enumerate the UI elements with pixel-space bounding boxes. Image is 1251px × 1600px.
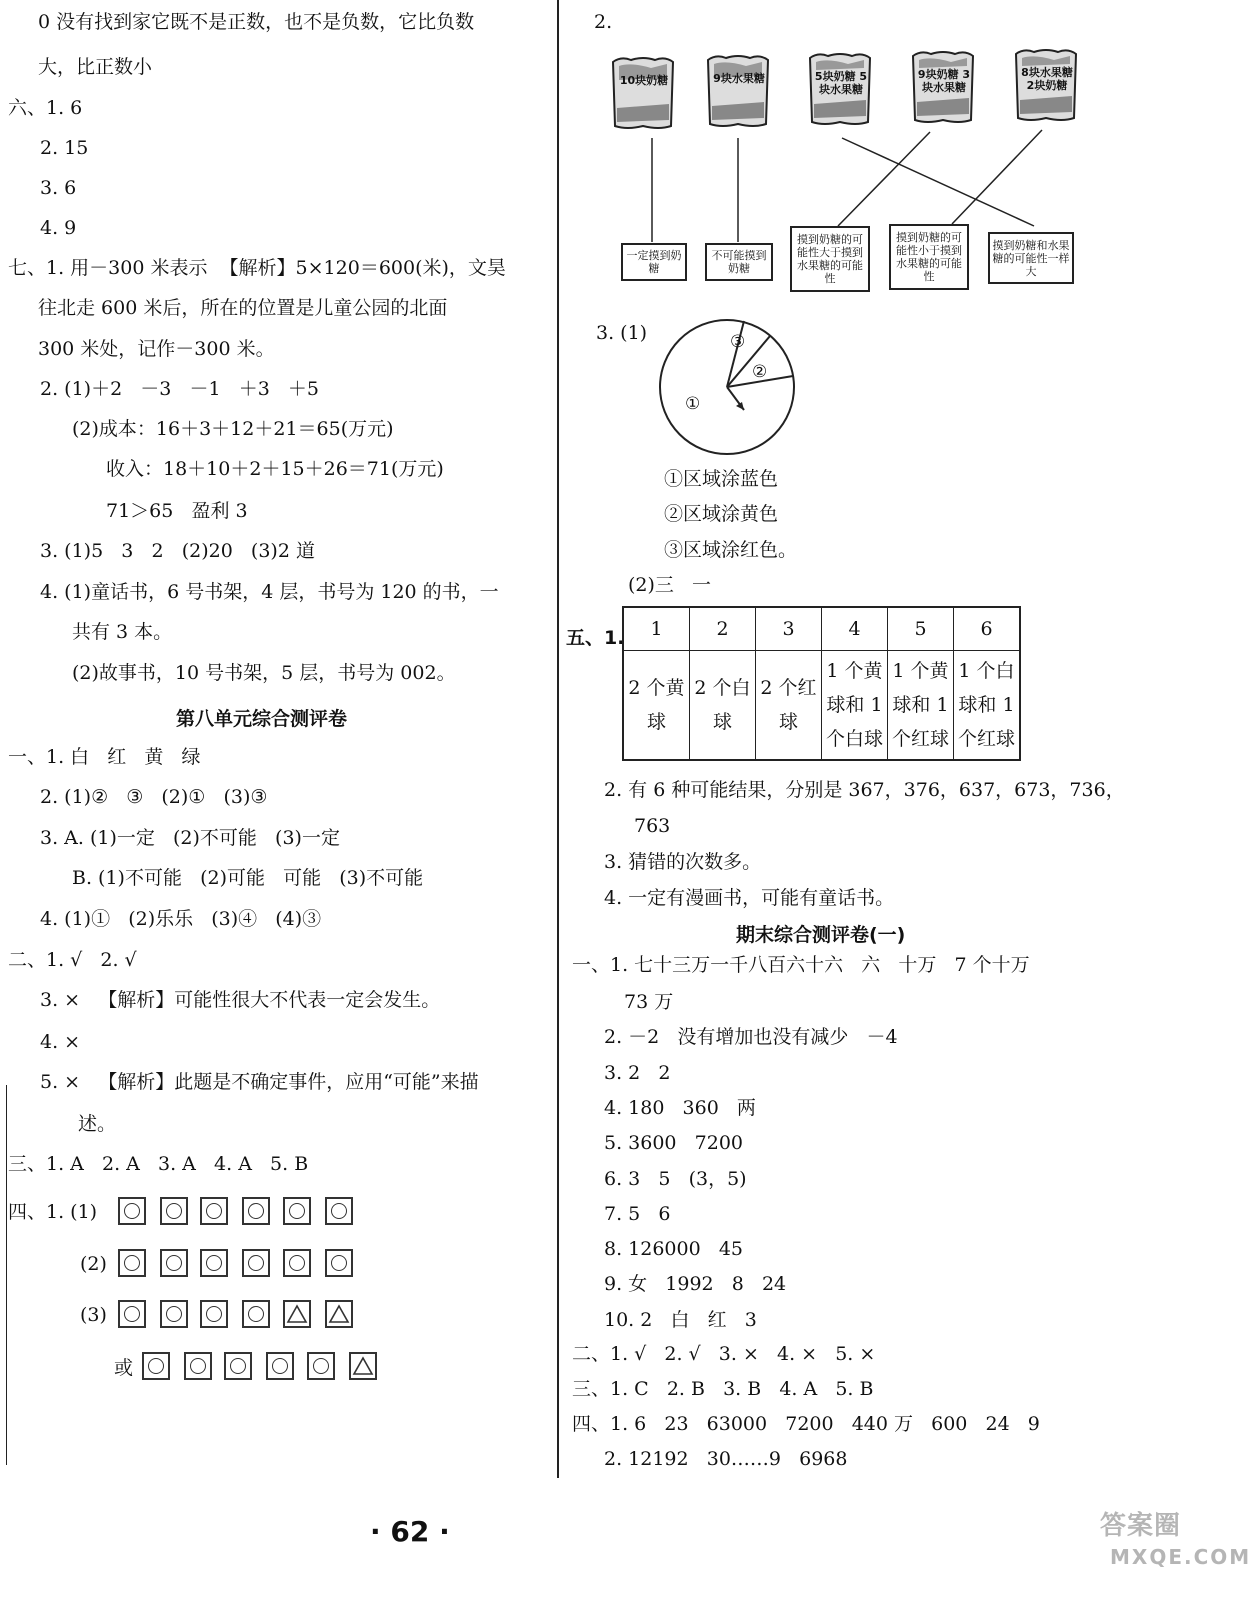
- circle-shape-icon: [242, 1300, 270, 1328]
- answer-line: 2. 15: [40, 137, 89, 159]
- answer-line: 3. 猜错的次数多。: [604, 851, 762, 873]
- answer-line: 5. × 【解析】此题是不确定事件，应用“可能”来描: [40, 1071, 479, 1093]
- answer-line: 七、1. 用－300 米表示 【解析】5×120＝600(米)，文昊: [8, 257, 506, 279]
- answer-line: 3. A. (1)一定 (2)不可能 (3)一定: [40, 827, 340, 849]
- result-box-1: 一定摸到奶糖: [621, 243, 687, 281]
- circle-shape-icon: [200, 1300, 228, 1328]
- answer-line: 三、1. A 2. A 3. A 4. A 5. B: [8, 1153, 309, 1175]
- circle-shape-icon: [160, 1300, 188, 1328]
- outcome-table: [622, 606, 1021, 761]
- answer-line: 四、1. 6 23 63000 7200 440 万 600 24 9: [572, 1413, 1040, 1435]
- answer-line: 一、1. 七十三万一千八百六十六 六 十万 7 个十万: [572, 954, 1030, 976]
- region-label: ②: [752, 362, 768, 382]
- circle-shape-icon: [283, 1249, 311, 1277]
- region-label: ①: [685, 394, 701, 414]
- result-box-2: 不可能摸到奶糖: [705, 243, 773, 281]
- triangle-shape-icon: [283, 1300, 311, 1328]
- answer-line: 5. 3600 7200: [604, 1132, 743, 1154]
- answer-line: 71＞65 盈利 3: [106, 500, 248, 522]
- answer-line: ③区域涂红色。: [664, 539, 798, 561]
- answer-line: 9. 女 1992 8 24: [604, 1273, 787, 1295]
- result-box-4: 摸到奶糖的可能性小于摸到水果糖的可能性: [889, 224, 969, 290]
- question-label: 2.: [594, 11, 613, 33]
- circle-shape-icon: [142, 1352, 170, 1380]
- circle-shape-icon: [224, 1352, 252, 1380]
- answer-line: 述。: [78, 1113, 117, 1135]
- answer-line: (2)三 一: [628, 574, 712, 596]
- left-margin-rule: [6, 1085, 7, 1465]
- answer-line: ①区域涂蓝色: [664, 468, 779, 490]
- result-box-5: 摸到奶糖和水果糖的可能性一样大: [988, 232, 1074, 284]
- table-header-cell: 1: [623, 607, 690, 651]
- answer-line: 2. 有 6 种可能结果，分别是 367，376，637，673，736，: [604, 779, 1125, 801]
- table-header-cell: 4: [822, 607, 888, 651]
- answer-line: 往北走 600 米后，所在的位置是儿童公园的北面: [38, 297, 448, 319]
- table-cell: 1 个黄球和 1 个红球: [888, 651, 954, 761]
- table-cell: 2 个红球: [756, 651, 822, 761]
- section-heading: 期末综合测评卷(一): [736, 924, 906, 946]
- page-number: · 62 ·: [370, 1515, 450, 1548]
- circle-shape-icon: [118, 1249, 146, 1277]
- result-box-3: 摸到奶糖的可能性大于摸到水果糖的可能性: [790, 226, 870, 292]
- circle-shape-icon: [266, 1352, 294, 1380]
- triangle-shape-icon: [349, 1352, 377, 1380]
- answer-line: ②区域涂黄色: [664, 503, 779, 525]
- answer-line: 二、1. √ 2. √: [8, 949, 137, 971]
- circle-shape-icon: [242, 1197, 270, 1225]
- table-header-cell: 2: [690, 607, 756, 651]
- answer-line: 6. 3 5 (3，5): [604, 1168, 747, 1190]
- table-header-cell: 6: [954, 607, 1021, 651]
- watermark-url: MXQE.COM: [1110, 1545, 1251, 1569]
- spinner-circle: [658, 318, 798, 458]
- column-divider: [557, 0, 559, 1478]
- watermark-logo: 答案圈: [1100, 1511, 1182, 1541]
- answer-line: 4. 一定有漫画书，可能有童话书。: [604, 887, 895, 909]
- triangle-shape-icon: [325, 1300, 353, 1328]
- answer-line: B. (1)不可能 (2)可能 可能 (3)不可能: [72, 867, 424, 889]
- table-cell: 2 个白球: [690, 651, 756, 761]
- answer-line: 2. (1)＋2 －3 －1 ＋3 ＋5: [40, 378, 319, 400]
- answer-line: 73 万: [624, 991, 674, 1013]
- answer-line: 10. 2 白 红 3: [604, 1309, 757, 1331]
- circle-shape-icon: [160, 1249, 188, 1277]
- answer-line: 3. (1)5 3 2 (2)20 (3)2 道: [40, 540, 315, 562]
- table-header-cell: 5: [888, 607, 954, 651]
- table-cell: 1 个黄球和 1 个白球: [822, 651, 888, 761]
- answer-line: 0 没有找到家它既不是正数，也不是负数，它比负数: [38, 11, 475, 33]
- section-heading: 第八单元综合测评卷: [176, 708, 348, 730]
- circle-shape-icon: [118, 1300, 146, 1328]
- answer-line: 3. 2 2: [604, 1062, 671, 1084]
- candy-bag-4: 9块奶糖 3块水果糖: [911, 50, 975, 125]
- candy-bag-3: 5块奶糖 5块水果糖: [808, 52, 872, 127]
- circle-shape-icon: [118, 1197, 146, 1225]
- answer-line: 7. 5 6: [604, 1203, 671, 1225]
- answer-line: 2. 12192 30……9 6968: [604, 1448, 848, 1470]
- answer-line: 4. (1)① (2)乐乐 (3)④ (4)③: [40, 908, 322, 930]
- region-label: ③: [730, 332, 746, 352]
- answer-line: 收入：18＋10＋2＋15＋26＝71(万元): [106, 458, 444, 480]
- candy-bag-2: 9块水果糖: [706, 54, 770, 129]
- circle-shape-icon: [160, 1197, 188, 1225]
- question-label: 3. (1): [596, 322, 648, 344]
- table-cell: 1 个白球和 1 个红球: [954, 651, 1021, 761]
- answer-line: 4. (1)童话书，6 号书架，4 层，书号为 120 的书，一: [40, 581, 499, 603]
- answer-line: 六、1. 6: [8, 97, 83, 119]
- answer-line: 4. 9: [40, 217, 77, 239]
- answer-line: 2. －2 没有增加也没有减少 －4: [604, 1026, 898, 1048]
- answer-line: (3): [80, 1304, 107, 1326]
- answer-line: 763: [634, 815, 671, 837]
- circle-shape-icon: [325, 1197, 353, 1225]
- candy-bag-5: 8块水果糖 2块奶糖: [1014, 48, 1078, 123]
- answer-line: 4. ×: [40, 1031, 81, 1053]
- answer-line: (2)故事书，10 号书架，5 层，书号为 002。: [72, 662, 456, 684]
- answer-line: 四、1. (1): [8, 1201, 98, 1223]
- answer-line: 一、1. 白 红 黄 绿: [8, 746, 201, 768]
- circle-shape-icon: [200, 1197, 228, 1225]
- answer-line: 三、1. C 2. B 3. B 4. A 5. B: [572, 1378, 874, 1400]
- answer-line: 2. (1)② ③ (2)① (3)③: [40, 786, 268, 808]
- table-cell: 2 个黄球: [623, 651, 690, 761]
- answer-line: 大，比正数小: [38, 56, 153, 78]
- answer-line: 4. 180 360 两: [604, 1097, 756, 1119]
- circle-shape-icon: [200, 1249, 228, 1277]
- answer-line: 共有 3 本。: [72, 621, 173, 643]
- table-header-cell: 3: [756, 607, 822, 651]
- answer-line: (2)成本：16＋3＋12＋21＝65(万元): [72, 418, 394, 440]
- circle-shape-icon: [283, 1197, 311, 1225]
- circle-shape-icon: [242, 1249, 270, 1277]
- answer-line: 3. × 【解析】可能性很大不代表一定会发生。: [40, 989, 441, 1011]
- circle-shape-icon: [325, 1249, 353, 1277]
- candy-bag-1: 10块奶糖: [611, 56, 675, 131]
- answer-line: 3. 6: [40, 177, 77, 199]
- answer-line: (2): [80, 1253, 107, 1275]
- circle-shape-icon: [184, 1352, 212, 1380]
- circle-shape-icon: [307, 1352, 335, 1380]
- answer-line: 8. 126000 45: [604, 1238, 743, 1260]
- answer-line: 300 米处，记作－300 米。: [38, 338, 275, 360]
- section-label: 五、1.: [566, 627, 625, 649]
- answer-line: 二、1. √ 2. √ 3. × 4. × 5. ×: [572, 1343, 876, 1365]
- answer-line: 或: [114, 1357, 134, 1379]
